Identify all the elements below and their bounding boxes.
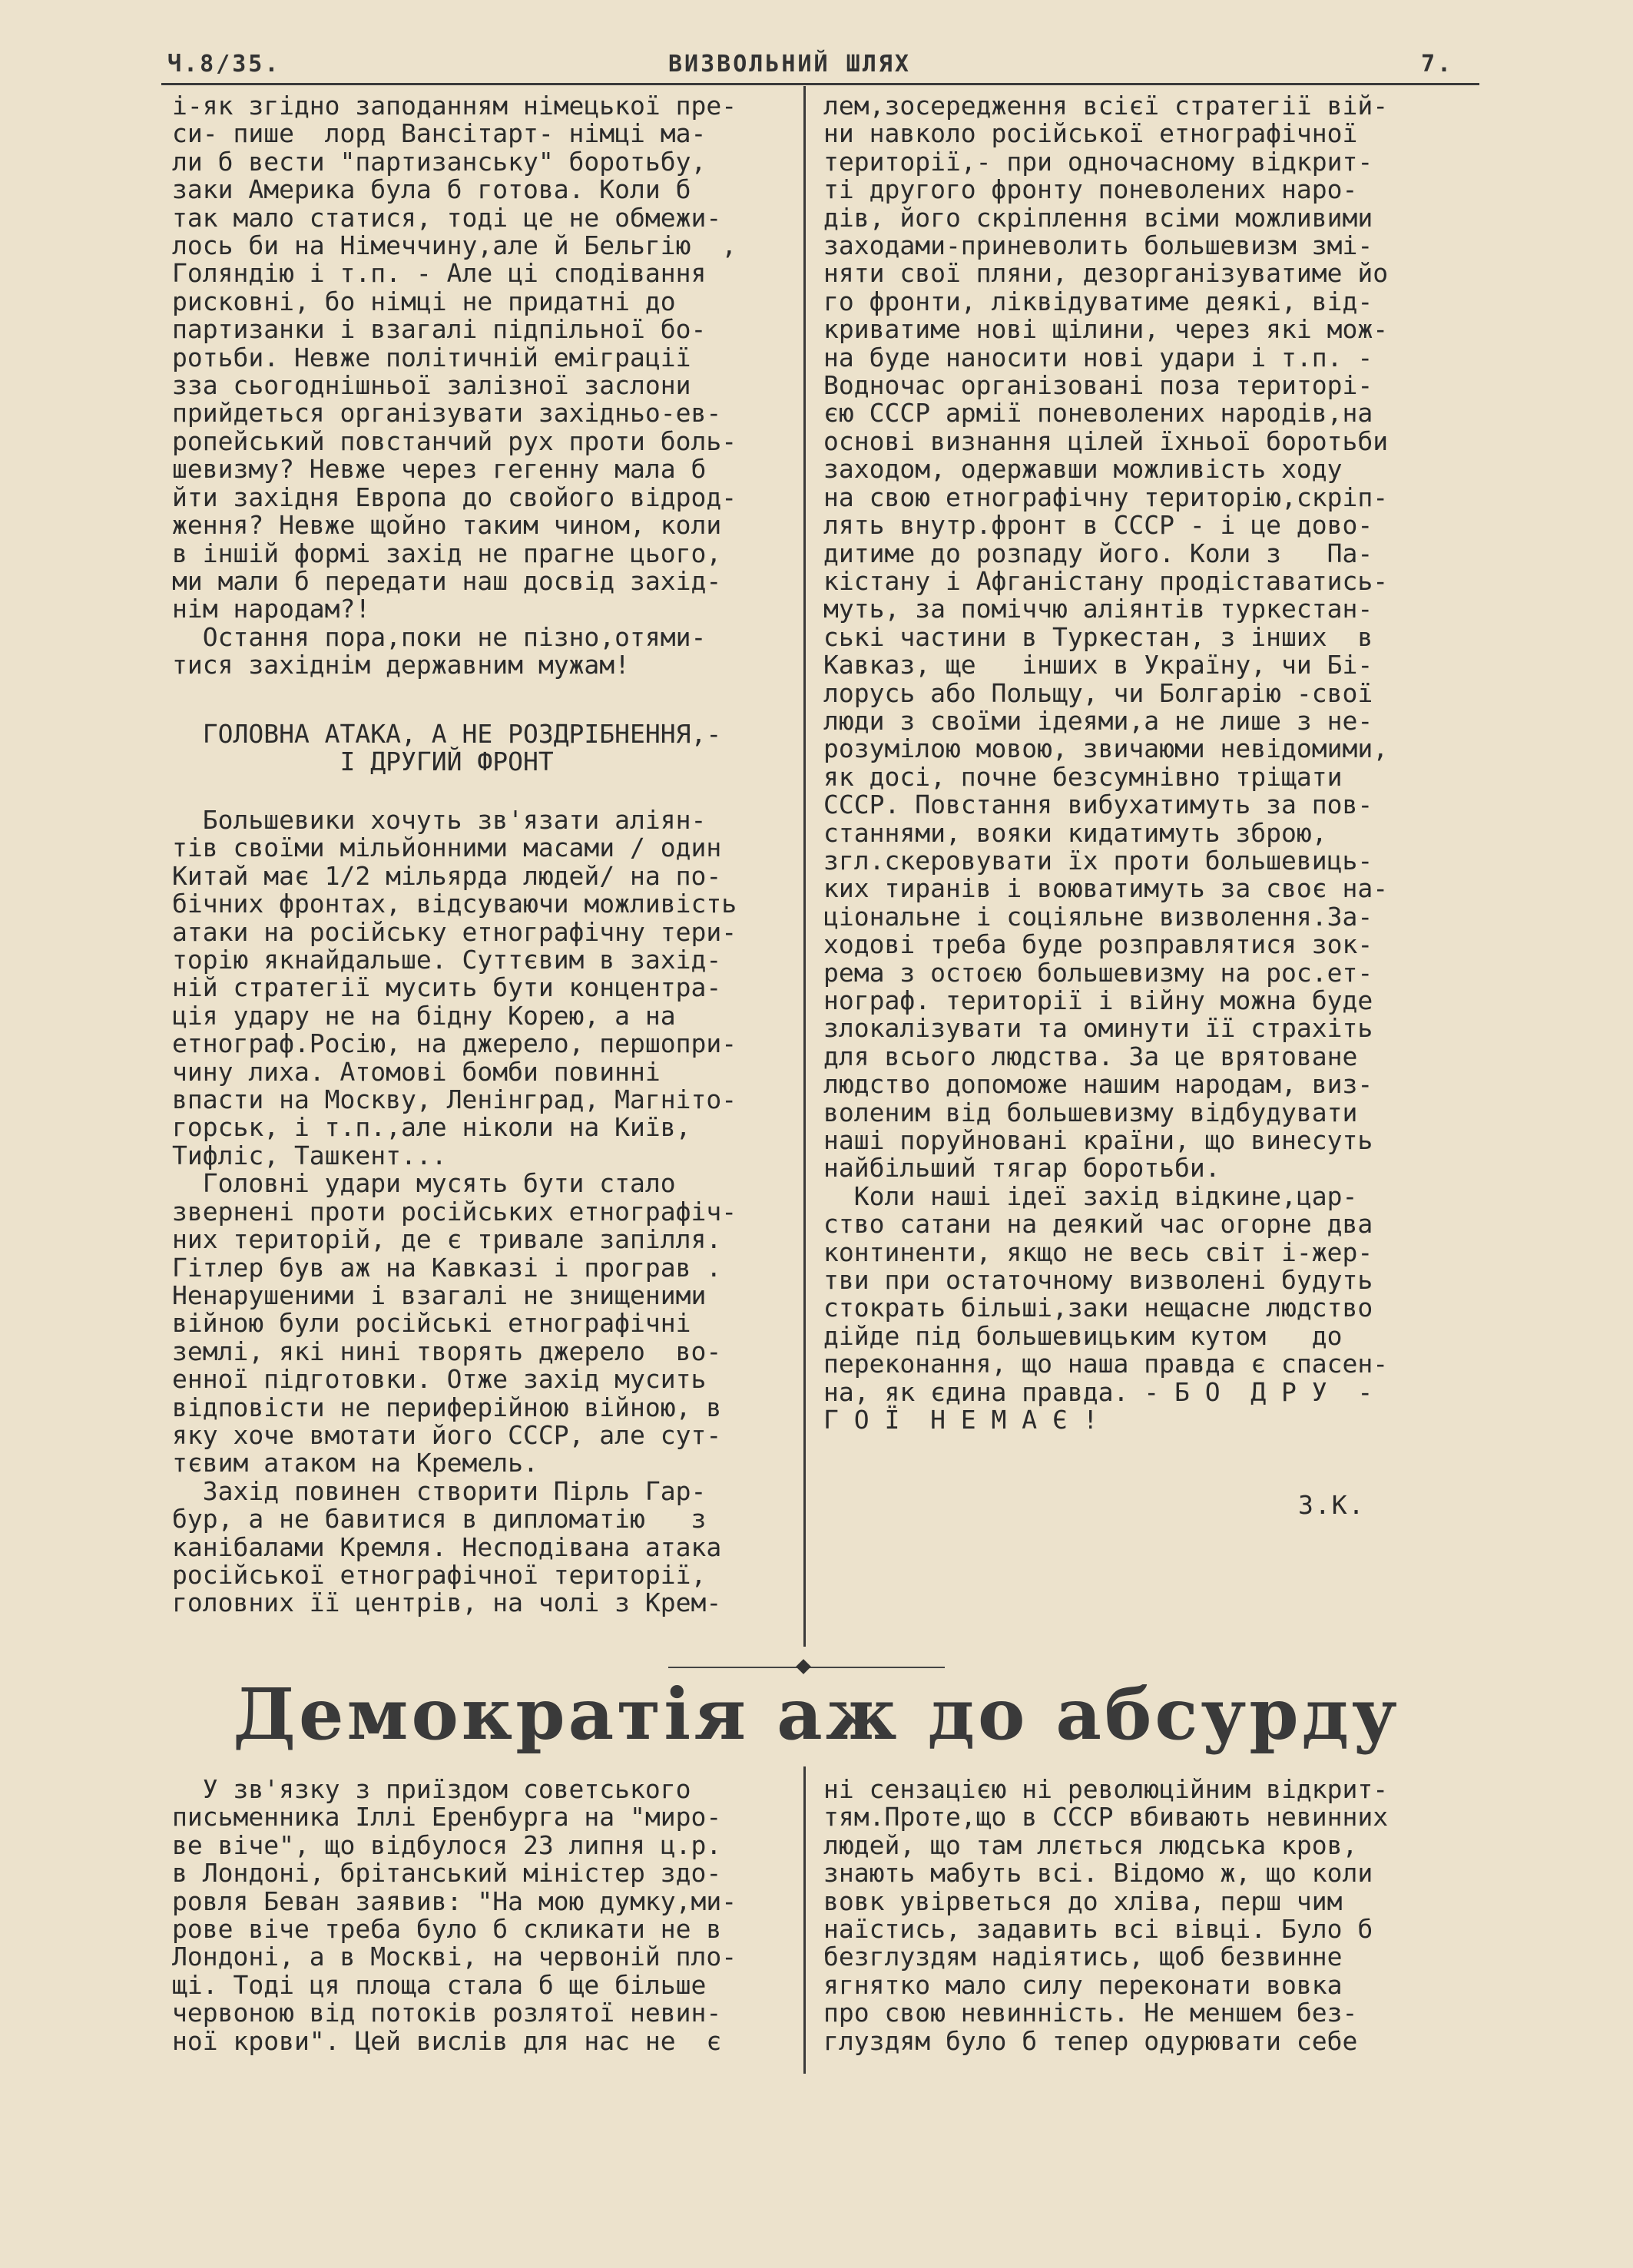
article2-column2: ні сензацією ні революційним відкрит- тям.Проте,що в СССР вбивають невинних людей, що там ллється людська кров, знають мабуть всі. Відомо ж, що коли вовк увірветься до хліва, перш чим наїстись, задавить всі вівці. Було б безглуздям надіятись, щоб безвинне ягнятко мало силу переконати вовка про свою невинність. Не меншем без- глуздям було б тепер одурювати себе xyxy=(823,1774,1389,2056)
article2-column1: У зв'язку з приїздом советського письменника Іллі Еренбурга на "миро- ве віче", що відбулося 23 липня ц.р. в Лондоні, брітанський міністер здо- ровля Беван заявив: "На мою думку,ми- рове віче треба було б скликати не в Лондоні, а в Москві, на червоній пло- щі. Тоді ця площа стала б ще більше червоною від потоків розлятої невин- ної крови". Цей вислів для нас не є xyxy=(172,1774,737,2056)
issue-number: Ч.8/35. xyxy=(167,51,281,78)
page-number: 7. xyxy=(1421,51,1454,78)
article1-signature: З.К. xyxy=(1298,1490,1366,1520)
header-rule xyxy=(161,83,1479,85)
article1-column2: лем,зосередження всієї стратегії вій- ни навколо російської етнографічної території,- при одночасному відкрит- ті другого фронту поневолених наро- дів, його скріплення всіми можливими заходами-приневолить большевизм змі- няти свої пляни, дезорганізуватиме йо го фронти, ліквідуватиме деякі, від- криватиме нові щілини, через які мож- на буде наносити нові удари і т.п. - Водночас організовані поза територі- єю СССР армії поневолених народів,на основі визнання цілей їхньої боротьби заходом, одержавши можливість ходу на свою етнографічну територію,скріп- лять внутр.фронт в СССР - і це дово- дитиме до розпаду його. Коли з Па- кістану і Афганістану продіставатись- муть, за поміччю аліянтів туркестан- ські частини в Туркестан, з інших в Кавказ, ще інших в Україну, чи Бі- лорусь або Польщу, чи Болгарію -свої люди з своїми ідеями,а не лише з не- розумілою мовою, звичаюми невідомими, як досі, почне безсумнівно тріщати СССР. Повстання вибухатимуть за пов- станнями, вояки кидатимуть зброю, згл.скеровувати їх проти большевиць- ких тиранів і воюватимуть за своє на- ціональне і соціяльне визволення.За- ходові треба буде розправлятися зок- рема з остоєю большевизму на рос.ет- нограф. території і війну можна буде злокалізувати та оминути її страхіть для всього людства. За це врятоване людство допоможе нашим народам, виз- воленим від большевизму відбудувати наші поруйновані країни, що винесуть найбільший тягар боротьби. Коли наші ідеї захід відкине,цар- ство сатани на деякий час огорне два континенти, якщо не весь світ і-жер- тви при остаточному визволені будуть стократь більші,заки нещасне людство дійде під большевицьким кутом до переконання, що наша правда є спасен- на, як єдина правда. - Б О Д Р У - Г О Ї Н Е М А Є ! xyxy=(823,91,1389,1435)
article1-column1-top: і-як згідно заподанням німецької пре- си- пише лорд Вансітарт- німці ма- ли б вести "партизанську" боротьбу, заки Америка була б готова. Коли б так мало статися, тоді це не обмежи- лось би на Німеччину,але й Бельгію , Голяндію і т.п. - Але ці сподівання рисковні, бо німці не придатні до партизанки і взагалі підпільної бо- ротьби. Невже політичній еміграції зза сьогоднішньої залізної заслони прийдеться організувати західньо-ев- ропейський повстанчий рух проти боль- шевизму? Невже через гегенну мала б йти західня Европа до свойого відрод- ження? Невже щойно таким чином, коли в іншій формі захід не прагне цього, ми мали б передати наш досвід захід- нім народам?! Остання пора,поки не пізно,отями- тися західнім державним мужам! xyxy=(172,91,737,680)
newspaper-title: ВИЗВОЛЬНИЙ ШЛЯХ xyxy=(668,51,911,78)
column-divider-lower xyxy=(803,1766,806,2074)
article1-column1-bottom: Большевики хочуть зв'язати аліян- тів своїми мільйонними масами / один Китай має 1/2 мільярда людей/ на по- бічних фронтах, відсуваючи можливість атаки на російську етнографічну тери- торію якнайдальше. Суттєвим в захід- ній стратегії мусить бути концентра- ція удару не на бідну Корею, а на етнограф.Росію, на джерело, першопри- чину лиха. Атомові бомби повинні впасти на Москву, Ленінград, Магніто- горськ, і т.п.,але ніколи на Київ, Тифліс, Ташкент... Головні удари мусять бути стало звернені проти російських етнографіч- них територій, де є тривале запілля. Гітлер був аж на Кавказі і програв . Ненарушеними і взагалі не знищеними війною були російські етнографічні землі, які нині творять джерело во- енної підготовки. Отже захід мусить відповісти не периферійною війною, в яку хоче вмотати його СССР, але сут- тєвим атаком на Кремель. Захід повинен створити Пірль Гар- бур, а не бавитися в дипломатію з канібалами Кремля. Несподівана атака російської етнографічної території, головних її центрів, на чолі з Крем- xyxy=(172,805,737,1618)
separator-ornament xyxy=(796,1659,811,1674)
column-divider xyxy=(803,86,806,1647)
article1-subheading: ГОЛОВНА АТАКА, А НЕ РОЗДРІБНЕННЯ,- І ДРУГИЙ ФРОНТ xyxy=(202,719,722,777)
article2-headline: Демократія аж до абсурду xyxy=(233,1673,1400,1756)
